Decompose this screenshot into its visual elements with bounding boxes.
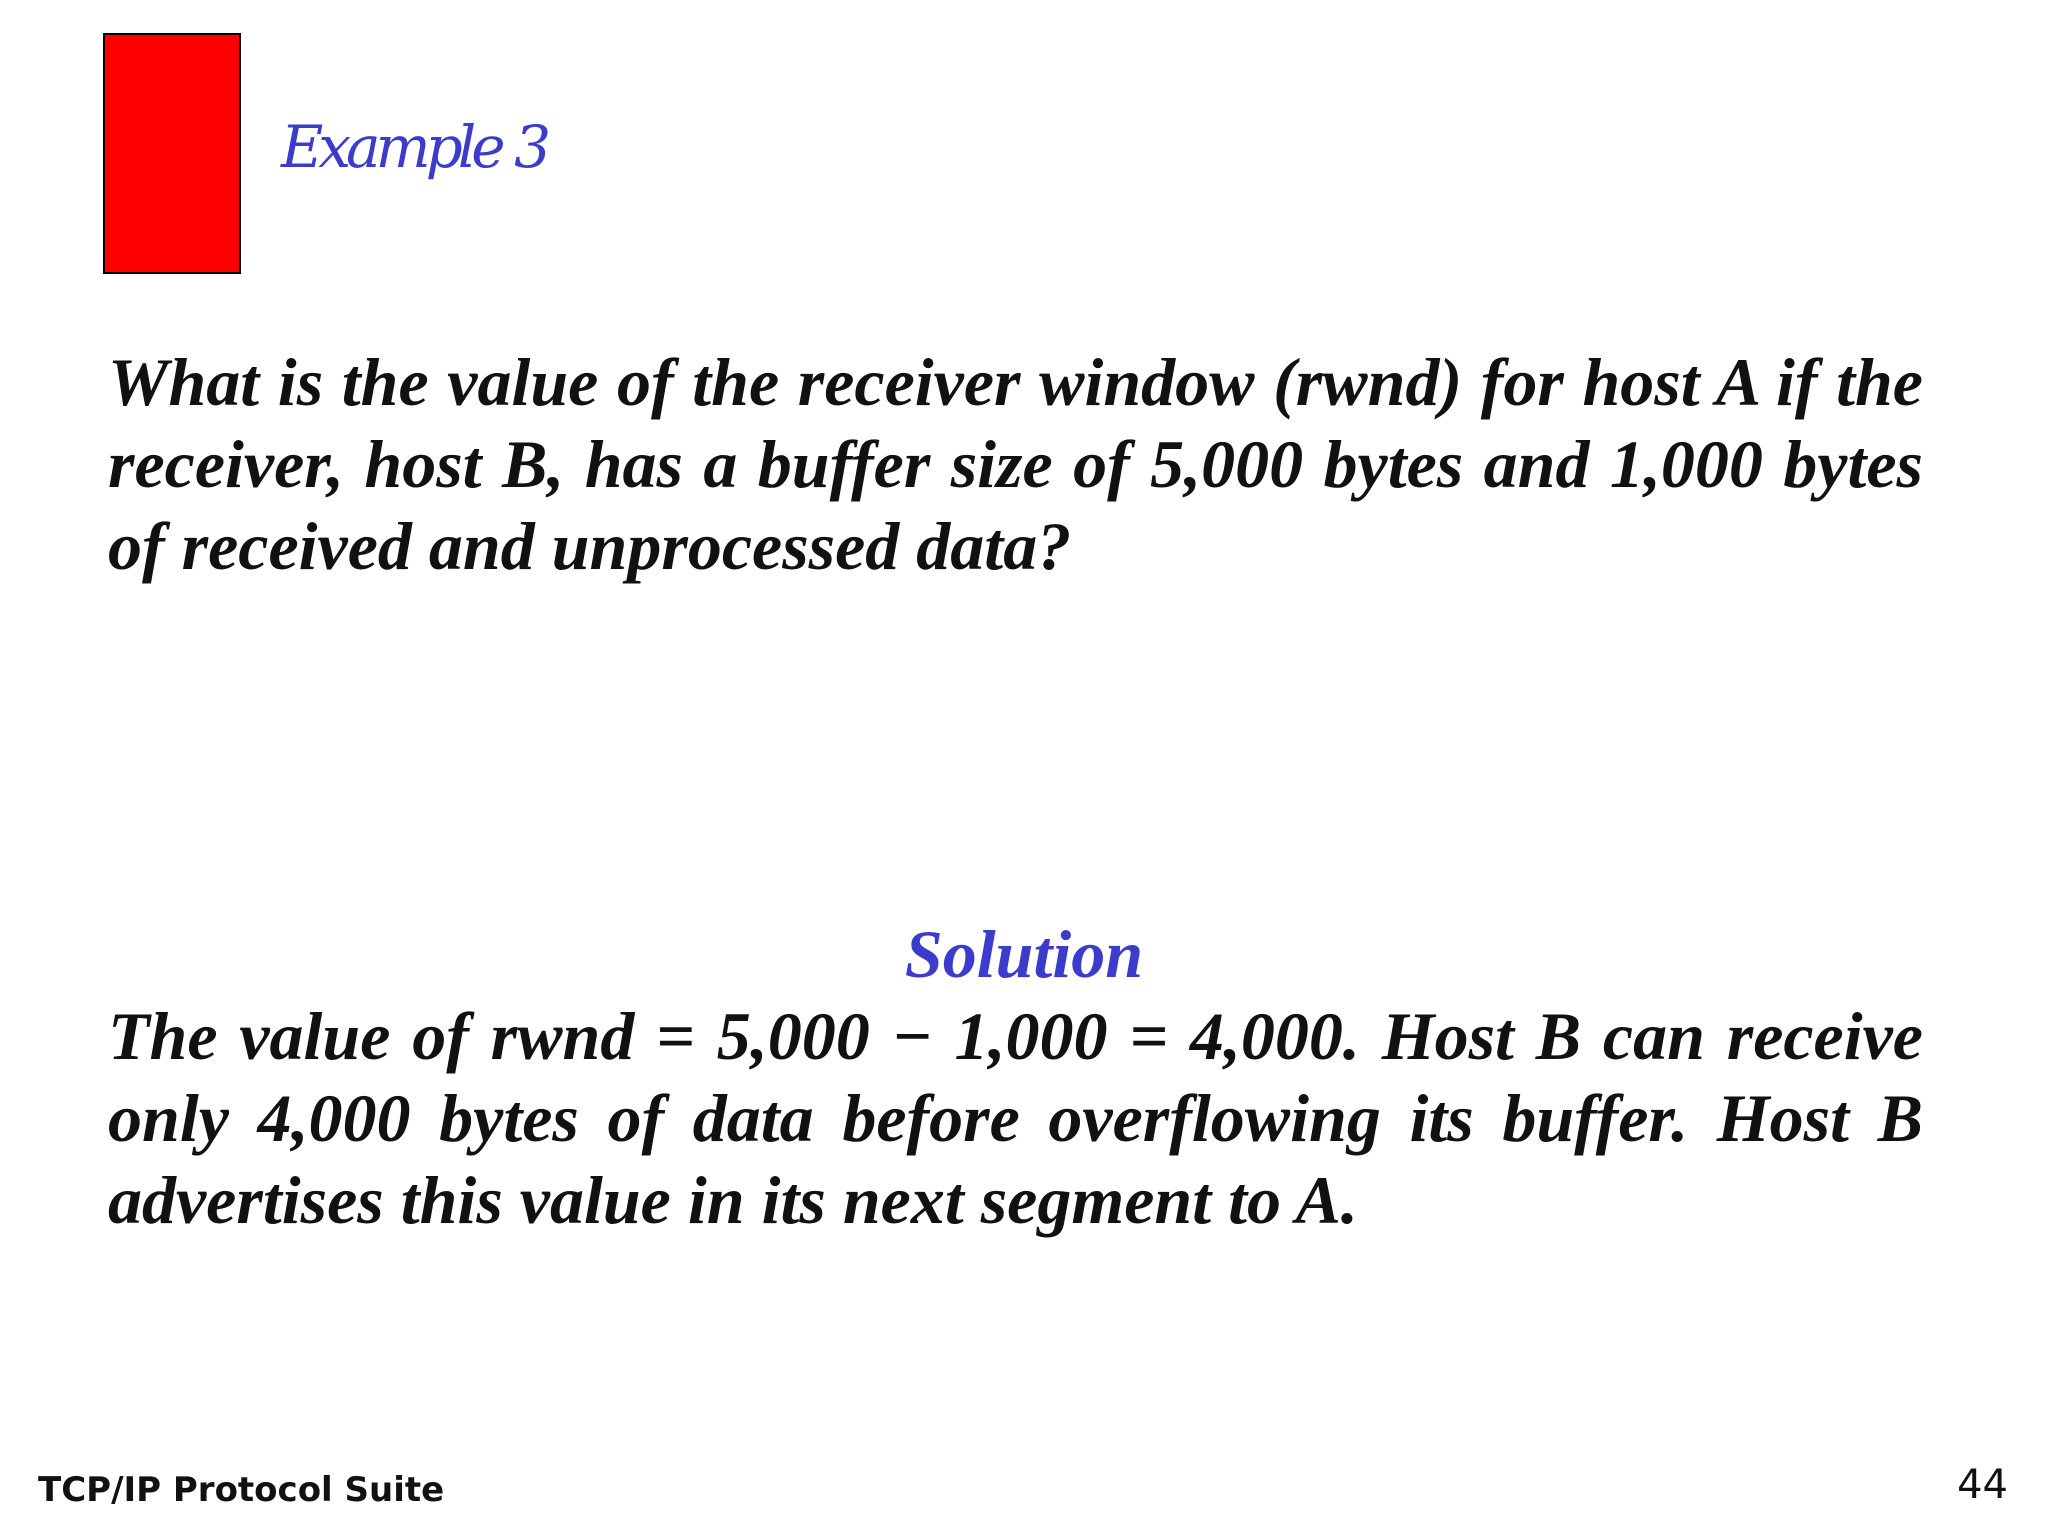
solution-heading: Solution bbox=[904, 916, 1144, 992]
page-number: 44 bbox=[1957, 1462, 2008, 1508]
red-accent-box bbox=[103, 33, 241, 274]
footer-title: TCP/IP Protocol Suite bbox=[38, 1470, 445, 1510]
solution-text: The value of rwnd = 5,000 − 1,000 = 4,000. Host B can receive only 4,000 bytes of data before overflowing its buffer. Host B advertises this value in its next segment to A. bbox=[108, 998, 1923, 1238]
question-text: What is the value of the receiver window (rwnd) for host A if the receiver, host B, has a buffer size of 5,000 bytes and 1,000 bytes of received and unprocessed data? bbox=[108, 344, 1923, 584]
example-title: Example 3 bbox=[281, 113, 546, 181]
